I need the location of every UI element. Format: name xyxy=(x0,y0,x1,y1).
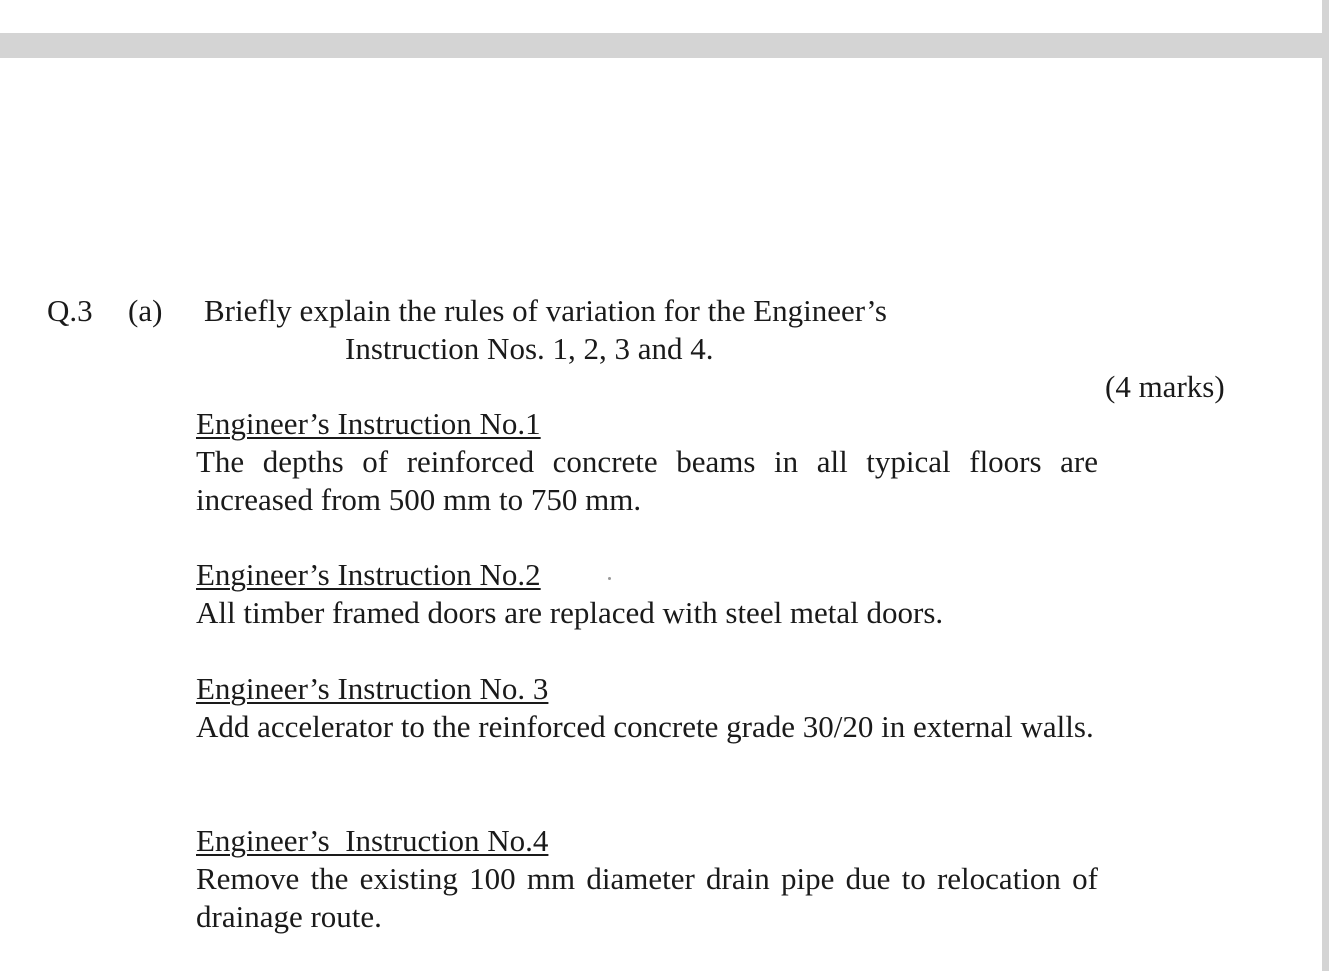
instruction-text: All timber framed doors are replaced with steel metal doors. xyxy=(196,595,944,630)
instruction-block-1 xyxy=(196,405,1098,519)
previous-page-edge xyxy=(0,0,1322,33)
marks-label: (4 marks) xyxy=(1105,369,1225,404)
instruction-heading: Engineer’s Instruction No.1 xyxy=(196,406,541,441)
scan-speck xyxy=(608,577,611,580)
instruction-block-3 xyxy=(196,670,1098,746)
instruction-heading: Engineer’s Instruction No.2 xyxy=(196,557,541,592)
instruction-heading: Engineer’s Instruction No.4 xyxy=(196,823,549,858)
question-prompt-line-2: Instruction Nos. 1, 2, 3 and 4. xyxy=(345,331,714,366)
instruction-block-4 xyxy=(196,822,1098,936)
instruction-heading: Engineer’s Instruction No. 3 xyxy=(196,671,549,706)
instruction-block-2 xyxy=(196,556,1098,632)
question-prompt-line-1: Briefly explain the rules of variation for the Engineer’s xyxy=(204,293,887,328)
instruction-text: Remove the existing 100 mm diameter drain pipe due to relocation of drainage route. xyxy=(196,861,1098,934)
instruction-text: The depths of reinforced concrete beams in all typical floors are increased from 500 mm to 750 mm. xyxy=(196,444,1098,517)
question-number: Q.3 xyxy=(47,293,93,328)
question-part: (a) xyxy=(128,293,163,328)
instruction-text: Add accelerator to the reinforced concrete grade 30/20 in external walls. xyxy=(196,709,1094,744)
